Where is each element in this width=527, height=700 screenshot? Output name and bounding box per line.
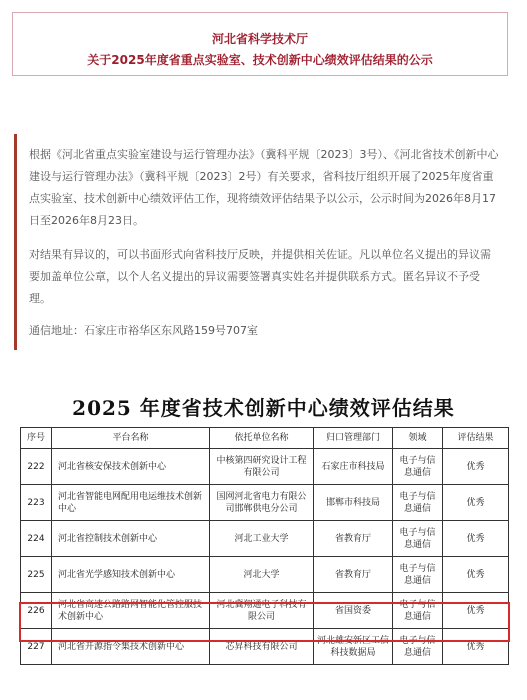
cell-result: 优秀	[443, 449, 509, 485]
results-table	[20, 427, 509, 665]
column-header-unit: 依托单位名称	[210, 428, 314, 449]
table-row	[21, 449, 509, 485]
cell-no: 227	[21, 629, 52, 665]
cell-no: 224	[21, 521, 52, 557]
announcement-header	[12, 12, 508, 76]
results-title: 2025 年度省技术创新中心绩效评估结果	[72, 396, 455, 420]
table-row	[21, 557, 509, 593]
column-header-dept: 归口管理部门	[314, 428, 393, 449]
cell-dept: 省教育厅	[314, 557, 393, 593]
cell-unit: 河北工业大学	[210, 521, 314, 557]
cell-dept: 邯郸市科技局	[314, 485, 393, 521]
cell-result: 优秀	[443, 485, 509, 521]
cell-dept: 河北雄安新区工信科技数据局	[314, 629, 393, 665]
table-header-row	[21, 428, 509, 449]
cell-field: 电子与信息通信	[393, 629, 443, 665]
cell-unit: 河北冀翔通电子科技有限公司	[210, 593, 314, 629]
cell-dept: 省国资委	[314, 593, 393, 629]
cell-dept: 石家庄市科技局	[314, 449, 393, 485]
table-row-highlighted	[21, 593, 509, 629]
cell-field: 电子与信息通信	[393, 593, 443, 629]
table-row	[21, 629, 509, 665]
cell-no: 225	[21, 557, 52, 593]
cell-platform: 河北省高速公路路网智能化管控服技术创新中心	[52, 593, 210, 629]
cell-result: 优秀	[443, 521, 509, 557]
cell-field: 电子与信息通信	[393, 485, 443, 521]
cell-field: 电子与信息通信	[393, 521, 443, 557]
cell-platform: 河北省智能电网配用电运维技术创新中心	[52, 485, 210, 521]
cell-unit: 国网河北省电力有限公司邯郸供电分公司	[210, 485, 314, 521]
cell-no: 226	[21, 593, 52, 629]
cell-result: 优秀	[443, 557, 509, 593]
cell-platform: 河北省开源指令集技术创新中心	[52, 629, 210, 665]
column-header-no: 序号	[21, 428, 52, 449]
column-header-result: 评估结果	[443, 428, 509, 449]
table-row	[21, 521, 509, 557]
cell-result: 优秀	[443, 629, 509, 665]
column-header-platform: 平台名称	[52, 428, 210, 449]
issuer-title: 河北省科学技术厅	[211, 32, 308, 46]
cell-unit: 芯昇科技有限公司	[210, 629, 314, 665]
cell-platform: 河北省光学感知技术创新中心	[52, 557, 210, 593]
cell-platform: 河北省核安保技术创新中心	[52, 449, 210, 485]
column-header-field: 领域	[393, 428, 443, 449]
table-row	[21, 485, 509, 521]
cell-platform: 河北省控制技术创新中心	[52, 521, 210, 557]
announcement-title: 关于2025年度省重点实验室、技术创新中心绩效评估结果的公示	[87, 53, 433, 67]
cell-unit: 中核第四研究设计工程有限公司	[210, 449, 314, 485]
notice-address: 通信地址：石家庄市裕华区东风路159号707室	[29, 324, 258, 337]
cell-no: 223	[21, 485, 52, 521]
cell-field: 电子与信息通信	[393, 557, 443, 593]
cell-no: 222	[21, 449, 52, 485]
cell-result: 优秀	[443, 593, 509, 629]
notice-body	[14, 134, 500, 350]
cell-dept: 省教育厅	[314, 521, 393, 557]
cell-unit: 河北大学	[210, 557, 314, 593]
notice-paragraph-objection: 对结果有异议的，可以书面形式向省科技厅反映，并提供相关佐证。凡以单位名义提出的异议需要加盖单位公章，以个人名义提出的异议需要签署真实姓名并提供联系方式。匿名异议不予受理。	[29, 248, 491, 305]
cell-field: 电子与信息通信	[393, 449, 443, 485]
notice-paragraph-basis: 根据《河北省重点实验室建设与运行管理办法》（冀科平规〔2023〕3号）、《河北省技术创新中心建设与运行管理办法》（冀科平规〔2023〕2号）有关要求，省科技厅组织开展了2025年度省重点实验室、技术创新中心绩效评估工作，现将绩效评估结果予以公示，公示时间为2026年8月17日至2026年8月23日。	[29, 148, 499, 227]
